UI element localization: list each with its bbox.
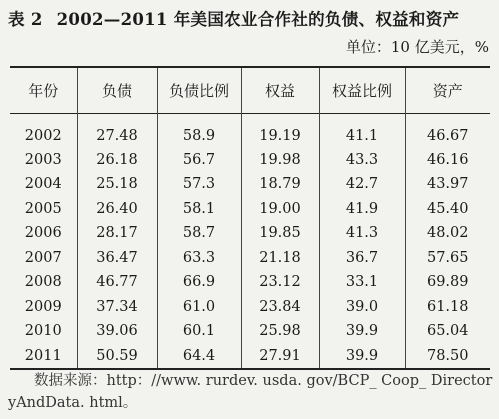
cell-equity: 23.12 bbox=[241, 270, 319, 295]
cell-year: 2002 bbox=[24, 127, 62, 144]
cell-liability-ratio: 60.1 bbox=[157, 319, 241, 344]
cell-liability-ratio: 56.7 bbox=[157, 148, 241, 173]
cell-equity: 19.85 bbox=[241, 221, 319, 246]
cell-assets: 45.40 bbox=[405, 197, 490, 222]
table-row bbox=[10, 246, 490, 271]
table-number: 表 2 bbox=[8, 10, 43, 29]
cell-assets: 69.89 bbox=[405, 270, 490, 295]
cell-equity-ratio: 33.1 bbox=[319, 270, 405, 295]
table-body bbox=[10, 113, 490, 369]
cell-assets: 61.18 bbox=[405, 295, 490, 320]
cell-equity: 19.98 bbox=[241, 148, 319, 173]
cell-liabilities: 25.18 bbox=[77, 172, 157, 197]
cell-liability-ratio: 61.0 bbox=[157, 295, 241, 320]
cell-liability-ratio: 63.3 bbox=[157, 246, 241, 271]
data-table bbox=[10, 66, 490, 370]
table-row bbox=[10, 113, 490, 148]
table-title bbox=[8, 6, 496, 30]
cell-liabilities: 36.47 bbox=[77, 246, 157, 271]
header-equity-ratio: 权益比例 bbox=[319, 67, 405, 113]
cell-liabilities: 27.48 bbox=[77, 113, 157, 148]
cell-year: 2011 bbox=[24, 347, 62, 364]
cell-assets: 43.97 bbox=[405, 172, 490, 197]
cell-liability-ratio: 58.9 bbox=[157, 113, 241, 148]
cell-liability-ratio: 58.1 bbox=[157, 197, 241, 222]
header-row bbox=[10, 67, 490, 113]
cell-liabilities: 46.77 bbox=[77, 270, 157, 295]
cell-equity-ratio: 41.9 bbox=[319, 197, 405, 222]
cell-liability-ratio: 64.4 bbox=[157, 344, 241, 369]
cell-liabilities: 37.34 bbox=[77, 295, 157, 320]
cell-assets: 78.50 bbox=[405, 344, 490, 369]
unit-note: 单位：10 亿美元，% bbox=[345, 38, 489, 56]
cell-year: 2003 bbox=[24, 151, 62, 168]
header-liability-ratio: 负债比例 bbox=[157, 67, 241, 113]
cell-equity-ratio: 39.9 bbox=[319, 319, 405, 344]
cell-liabilities: 26.40 bbox=[77, 197, 157, 222]
table-row bbox=[10, 172, 490, 197]
cell-year: 2007 bbox=[24, 249, 62, 266]
cell-assets: 46.67 bbox=[405, 113, 490, 148]
cell-liability-ratio: 57.3 bbox=[157, 172, 241, 197]
cell-equity-ratio: 41.1 bbox=[319, 113, 405, 148]
header-year: 年份 bbox=[28, 81, 59, 100]
table-row bbox=[10, 295, 490, 320]
header-equity: 权益 bbox=[241, 67, 319, 113]
cell-equity: 25.98 bbox=[241, 319, 319, 344]
table-row bbox=[10, 197, 490, 222]
table-row bbox=[10, 148, 490, 173]
table-row bbox=[10, 270, 490, 295]
cell-year: 2005 bbox=[24, 200, 62, 217]
cell-year: 2004 bbox=[24, 176, 62, 193]
cell-equity-ratio: 39.0 bbox=[319, 295, 405, 320]
cell-equity: 27.91 bbox=[241, 344, 319, 369]
source-note: 数据来源：http：//www. rurdev. usda. gov/BCP_ Coop_ DirectoryAndData. html。 bbox=[8, 373, 493, 411]
header-liabilities: 负债 bbox=[77, 67, 157, 113]
cell-equity: 21.18 bbox=[241, 246, 319, 271]
table-row bbox=[10, 319, 490, 344]
table-title-text: 2002—2011 年美国农业合作社的负债、权益和资产 bbox=[56, 10, 460, 29]
table-header bbox=[10, 67, 490, 113]
cell-equity: 19.00 bbox=[241, 197, 319, 222]
cell-year: 2008 bbox=[24, 274, 62, 291]
cell-liabilities: 39.06 bbox=[77, 319, 157, 344]
cell-year: 2009 bbox=[24, 298, 62, 315]
cell-liability-ratio: 58.7 bbox=[157, 221, 241, 246]
table-row bbox=[10, 344, 490, 369]
cell-equity: 23.84 bbox=[241, 295, 319, 320]
cell-year: 2010 bbox=[24, 323, 62, 340]
cell-year: 2006 bbox=[24, 225, 62, 242]
cell-liabilities: 28.17 bbox=[77, 221, 157, 246]
cell-liability-ratio: 66.9 bbox=[157, 270, 241, 295]
cell-assets: 65.04 bbox=[405, 319, 490, 344]
cell-equity-ratio: 39.9 bbox=[319, 344, 405, 369]
cell-assets: 48.02 bbox=[405, 221, 490, 246]
cell-equity-ratio: 41.3 bbox=[319, 221, 405, 246]
cell-equity-ratio: 36.7 bbox=[319, 246, 405, 271]
header-assets: 资产 bbox=[405, 67, 490, 113]
cell-assets: 46.16 bbox=[405, 148, 490, 173]
cell-assets: 57.65 bbox=[405, 246, 490, 271]
cell-equity-ratio: 42.7 bbox=[319, 172, 405, 197]
cell-equity: 19.19 bbox=[241, 113, 319, 148]
cell-equity-ratio: 43.3 bbox=[319, 148, 405, 173]
cell-equity: 18.79 bbox=[241, 172, 319, 197]
cell-liabilities: 26.18 bbox=[77, 148, 157, 173]
table-row bbox=[10, 221, 490, 246]
cell-liabilities: 50.59 bbox=[77, 344, 157, 369]
